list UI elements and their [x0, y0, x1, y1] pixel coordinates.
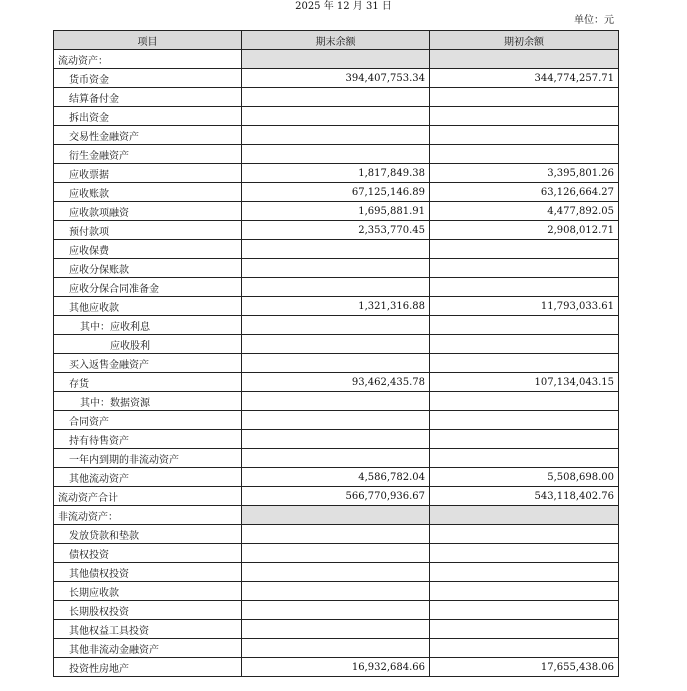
beginning-balance-cell	[430, 354, 619, 373]
beginning-balance-cell	[430, 506, 619, 525]
table-row	[54, 145, 619, 164]
row-label: 长期应收款	[54, 582, 242, 601]
ending-balance-cell	[242, 392, 430, 411]
ending-balance-cell	[242, 145, 430, 164]
table-body	[54, 50, 619, 677]
table-row	[54, 639, 619, 658]
row-label: 其中：数据资源	[54, 392, 242, 411]
table-row	[54, 126, 619, 145]
beginning-balance-cell	[430, 449, 619, 468]
table-row	[54, 278, 619, 297]
beginning-balance-cell	[430, 544, 619, 563]
row-label: 拆出资金	[54, 107, 242, 126]
row-label: 其他应收款	[54, 297, 242, 316]
row-label: 交易性金融资产	[54, 126, 242, 145]
table-row	[54, 544, 619, 563]
row-label: 合同资产	[54, 411, 242, 430]
row-label: 其他权益工具投资	[54, 620, 242, 639]
table-row	[54, 297, 619, 316]
beginning-balance-cell	[430, 145, 619, 164]
ending-balance-cell	[242, 449, 430, 468]
row-label: 债权投资	[54, 544, 242, 563]
row-label: 货币资金	[54, 69, 242, 88]
table-row	[54, 658, 619, 677]
ending-balance-cell	[242, 582, 430, 601]
ending-balance-cell: 394,407,753.34	[242, 69, 430, 88]
table-row	[54, 354, 619, 373]
table-row	[54, 620, 619, 639]
table-row	[54, 430, 619, 449]
beginning-balance-cell	[430, 259, 619, 278]
beginning-balance-cell: 63,126,664.27	[430, 183, 619, 202]
ending-balance-cell	[242, 639, 430, 658]
beginning-balance-cell	[430, 639, 619, 658]
row-label: 持有待售资产	[54, 430, 242, 449]
beginning-balance-cell	[430, 582, 619, 601]
ending-balance-cell	[242, 278, 430, 297]
beginning-balance-cell	[430, 601, 619, 620]
row-label: 投资性房地产	[54, 658, 242, 677]
ending-balance-cell	[242, 316, 430, 335]
currency-unit: 单位：元	[574, 15, 614, 26]
table-row	[54, 164, 619, 183]
beginning-balance-cell	[430, 392, 619, 411]
beginning-balance-cell	[430, 316, 619, 335]
row-label: 存货	[54, 373, 242, 392]
row-label: 其中：应收利息	[54, 316, 242, 335]
row-label: 应收股利	[54, 335, 242, 354]
table-row	[54, 221, 619, 240]
beginning-balance-cell: 11,793,033.61	[430, 297, 619, 316]
row-label: 其他债权投资	[54, 563, 242, 582]
balance-sheet-table	[53, 30, 619, 677]
beginning-balance-cell: 344,774,257.71	[430, 69, 619, 88]
ending-balance-cell	[242, 563, 430, 582]
ending-balance-cell: 93,462,435.78	[242, 373, 430, 392]
row-label: 流动资产：	[54, 50, 242, 69]
ending-balance-cell: 16,932,684.66	[242, 658, 430, 677]
ending-balance-cell	[242, 107, 430, 126]
ending-balance-cell: 4,586,782.04	[242, 468, 430, 487]
table-row	[54, 525, 619, 544]
table-row	[54, 392, 619, 411]
ending-balance-cell	[242, 354, 430, 373]
row-label: 买入返售金融资产	[54, 354, 242, 373]
ending-balance-cell	[242, 411, 430, 430]
ending-balance-cell	[242, 88, 430, 107]
table-row	[54, 449, 619, 468]
table-row	[54, 335, 619, 354]
ending-balance-cell: 1,321,316.88	[242, 297, 430, 316]
beginning-balance-cell: 2,908,012.71	[430, 221, 619, 240]
beginning-balance-cell	[430, 278, 619, 297]
table-row	[54, 259, 619, 278]
ending-balance-cell	[242, 335, 430, 354]
column-header-beginning-balance: 期初余额	[430, 31, 619, 50]
ending-balance-cell: 1,817,849.38	[242, 164, 430, 183]
beginning-balance-cell	[430, 430, 619, 449]
ending-balance-cell	[242, 544, 430, 563]
beginning-balance-cell	[430, 525, 619, 544]
table-row	[54, 202, 619, 221]
table-row	[54, 582, 619, 601]
row-label: 其他流动资产	[54, 468, 242, 487]
section-header-row	[54, 50, 619, 69]
row-label: 非流动资产：	[54, 506, 242, 525]
table-row	[54, 69, 619, 88]
column-header-item: 项目	[54, 31, 242, 50]
report-date: 2025 年 12 月 31 日	[295, 1, 392, 12]
table-row	[54, 183, 619, 202]
table-header-row	[54, 31, 619, 50]
table-row	[54, 468, 619, 487]
ending-balance-cell: 566,770,936.67	[242, 487, 430, 506]
section-header-row	[54, 506, 619, 525]
row-label: 应收账款	[54, 183, 242, 202]
table-row	[54, 88, 619, 107]
ending-balance-cell	[242, 601, 430, 620]
beginning-balance-cell	[430, 50, 619, 69]
table-row	[54, 487, 619, 506]
row-label: 应收分保合同准备金	[54, 278, 242, 297]
beginning-balance-cell: 107,134,043.15	[430, 373, 619, 392]
ending-balance-cell: 67,125,146.89	[242, 183, 430, 202]
beginning-balance-cell	[430, 563, 619, 582]
table-row	[54, 373, 619, 392]
row-label: 长期股权投资	[54, 601, 242, 620]
beginning-balance-cell	[430, 240, 619, 259]
beginning-balance-cell	[430, 88, 619, 107]
ending-balance-cell: 1,695,881.91	[242, 202, 430, 221]
ending-balance-cell	[242, 50, 430, 69]
row-label: 应收款项融资	[54, 202, 242, 221]
ending-balance-cell	[242, 259, 430, 278]
table-row	[54, 411, 619, 430]
beginning-balance-cell: 543,118,402.76	[430, 487, 619, 506]
row-label: 一年内到期的非流动资产	[54, 449, 242, 468]
ending-balance-cell: 2,353,770.45	[242, 221, 430, 240]
row-label: 衍生金融资产	[54, 145, 242, 164]
ending-balance-cell	[242, 240, 430, 259]
beginning-balance-cell	[430, 411, 619, 430]
ending-balance-cell	[242, 620, 430, 639]
beginning-balance-cell	[430, 126, 619, 145]
beginning-balance-cell	[430, 335, 619, 354]
row-label: 结算备付金	[54, 88, 242, 107]
beginning-balance-cell: 3,395,801.26	[430, 164, 619, 183]
beginning-balance-cell: 17,655,438.06	[430, 658, 619, 677]
row-label: 预付款项	[54, 221, 242, 240]
column-header-ending-balance: 期末余额	[242, 31, 430, 50]
row-label: 其他非流动金融资产	[54, 639, 242, 658]
table-row	[54, 563, 619, 582]
ending-balance-cell	[242, 430, 430, 449]
table-row	[54, 107, 619, 126]
beginning-balance-cell	[430, 107, 619, 126]
beginning-balance-cell: 4,477,892.05	[430, 202, 619, 221]
row-label: 应收保费	[54, 240, 242, 259]
ending-balance-cell	[242, 525, 430, 544]
ending-balance-cell	[242, 506, 430, 525]
table-row	[54, 316, 619, 335]
row-label: 发放贷款和垫款	[54, 525, 242, 544]
row-label: 应收分保账款	[54, 259, 242, 278]
beginning-balance-cell: 5,508,698.00	[430, 468, 619, 487]
row-label: 应收票据	[54, 164, 242, 183]
ending-balance-cell	[242, 126, 430, 145]
row-label: 流动资产合计	[54, 487, 242, 506]
table-row	[54, 601, 619, 620]
beginning-balance-cell	[430, 620, 619, 639]
table-row	[54, 240, 619, 259]
